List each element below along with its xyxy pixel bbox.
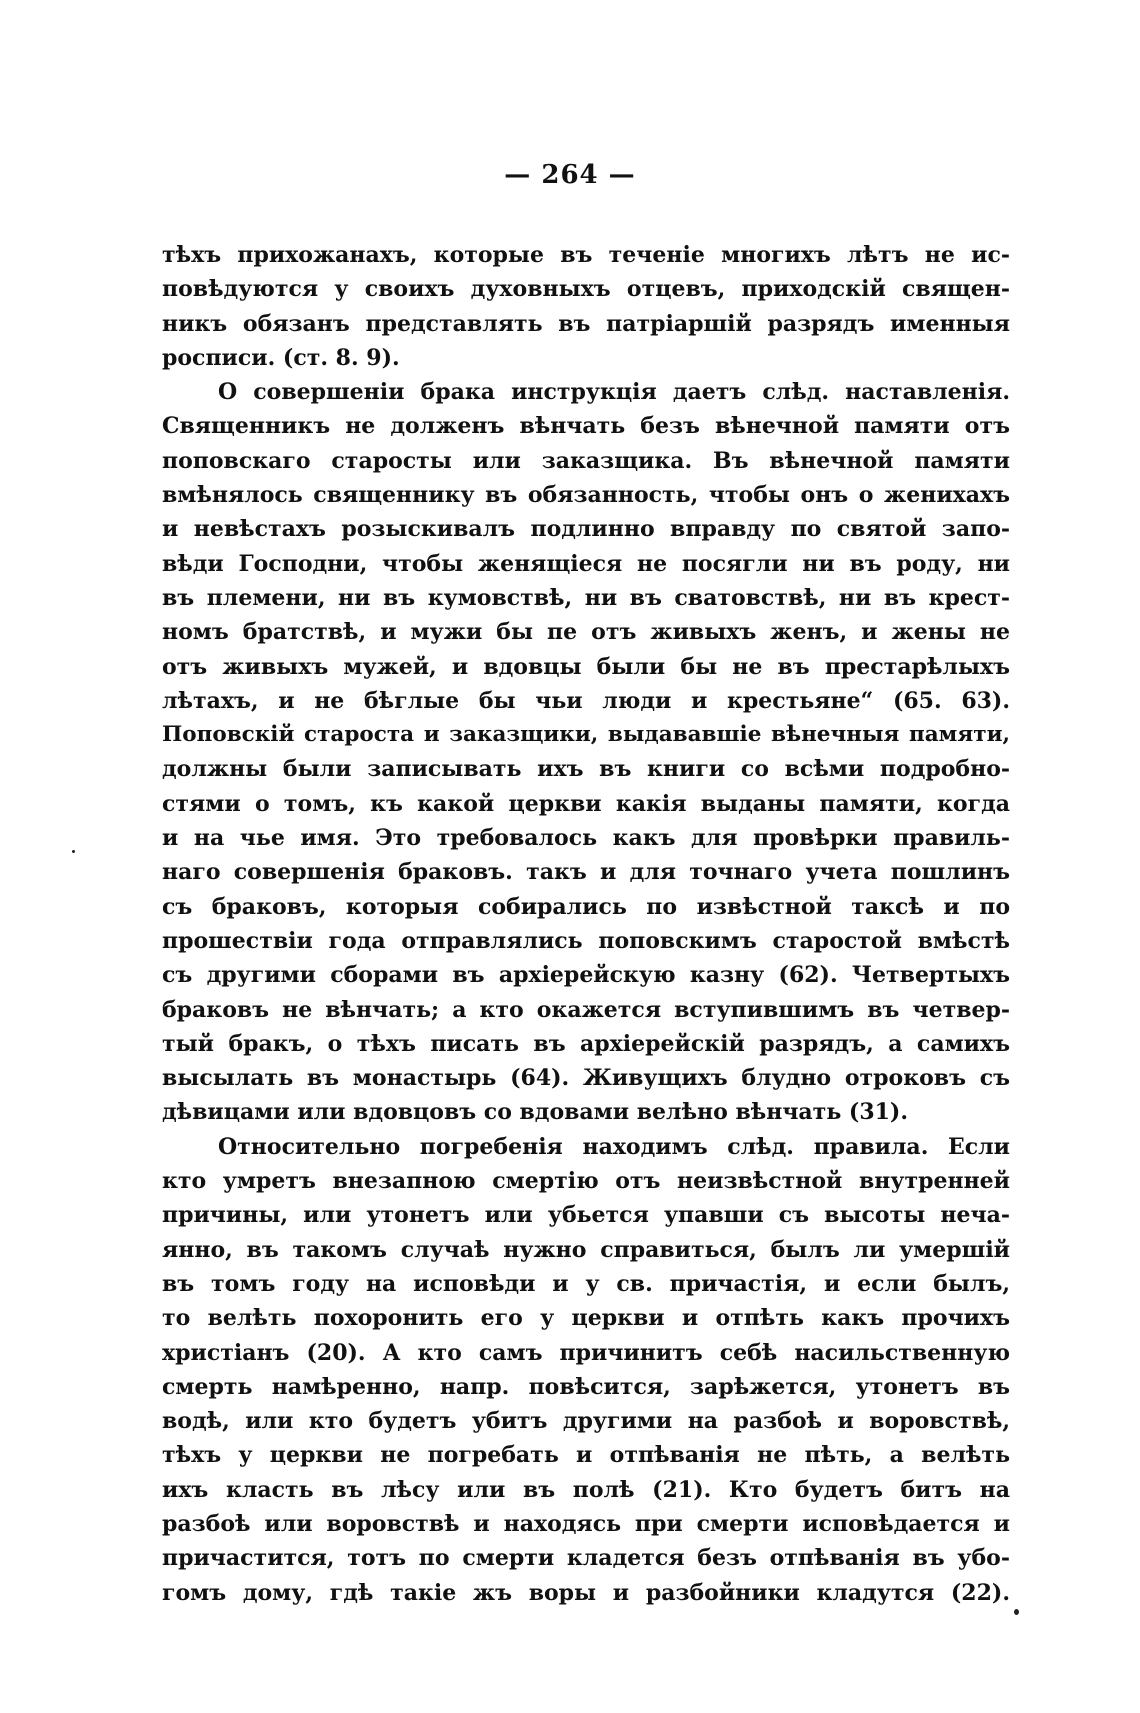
text-line: и на чье имя. Это требовалось какъ для провѣрки правиль- (162, 825, 1010, 852)
text-line: номъ братствѣ, и мужи бы пе отъ живыхъ женъ, и жены не (162, 619, 1010, 646)
body-text (162, 238, 1010, 1610)
text-line: прошествіи года отправлялись поповскимъ старостой вмѣстѣ (162, 927, 1010, 954)
text-line: христіанъ (20). А кто самъ причинитъ себѣ насильственную (162, 1339, 1010, 1366)
text-line: дѣвицами или вдовцовъ со вдовами велѣно вѣнчать (31). (162, 1099, 909, 1126)
text-line: ихъ класть въ лѣсу или въ полѣ (21). Кто будетъ битъ на (162, 1476, 1010, 1503)
text-line: тый бракъ, о тѣхъ писать въ архіерейскій разрядъ, а самихъ (162, 1030, 1010, 1057)
text-line: наго совершенія браковъ. такъ и для точнаго учета пошлинъ (162, 859, 1010, 886)
text-line: высылать въ монастырь (64). Живущихъ блудно отроковъ съ (162, 1065, 1010, 1092)
text-line: янно, въ такомъ случаѣ нужно справиться, былъ ли умершій (162, 1236, 1010, 1263)
text-line: съ другими сборами въ архіерейскую казну (62). Четвертыхъ (162, 962, 1010, 989)
text-line: разбоѣ или воровствѣ и находясь при смерти исповѣдается и (162, 1510, 1010, 1537)
ink-speck (72, 850, 75, 853)
text-line: смерть намѣренно, напр. повѣсится, зарѣжется, утонетъ въ (162, 1373, 1010, 1400)
text-line: никъ обязанъ представлять въ патріаршій разрядъ именныя (162, 310, 1010, 337)
text-line: должны были записывать ихъ въ книги со всѣми подробно- (162, 756, 1010, 783)
page-number: — 264 — (504, 160, 636, 190)
text-line: гомъ дому, гдѣ такіе жъ воры и разбойники кладутся (22). (162, 1579, 1010, 1606)
text-line: браковъ не вѣнчать; а кто окажется вступившимъ въ четвер- (162, 996, 1010, 1023)
text-line: стями о томъ, къ какой церкви какія выданы памяти, когда (162, 790, 1010, 817)
text-line: Поповскій староста и заказщики, выдававшіе вѣнечныя памяти, (162, 722, 1010, 748)
text-line: Относительно погребенія находимъ слѣд. правила. Если (218, 1133, 1010, 1160)
text-line: то велѣть похоронить его у церкви и отпѣть какъ прочихъ (162, 1305, 1010, 1332)
text-line: отъ живыхъ мужей, и вдовцы были бы не въ престарѣлыхъ (162, 653, 1010, 680)
text-line: поповскаго старосты или заказщика. Въ вѣнечной памяти (162, 447, 1010, 474)
text-line: водѣ, или кто будетъ убитъ другими на разбоѣ и воровствѣ, (162, 1408, 1010, 1435)
text-line: въ томъ году на исповѣди и у св. причастія, и если былъ, (162, 1270, 1010, 1297)
text-line: повѣдуются у своихъ духовныхъ отцевъ, приходскій священ- (162, 276, 1010, 303)
text-line: тѣхъ у церкви не погребать и отпѣванія не пѣть, а велѣть (162, 1442, 1010, 1469)
text-line: росписи. (ст. 8. 9). (162, 344, 400, 371)
text-line: О совершеніи брака инструкція даетъ слѣд. наставленія. (218, 379, 1010, 406)
text-line: съ браковъ, которыя собирались по извѣстной таксѣ и по (162, 893, 1010, 920)
text-line: кто умретъ внезапною смертію отъ неизвѣстной внутренней (162, 1168, 1010, 1195)
text-line: въ племени, ни въ кумовствѣ, ни въ сватовствѣ, ни въ крест- (162, 584, 1010, 611)
text-line: причастится, тотъ по смерти кладется безъ отпѣванія въ убо- (162, 1545, 1010, 1572)
text-line: причины, или утонетъ или убьется упавши съ высоты неча- (162, 1202, 1010, 1229)
text-line: Священникъ не долженъ вѣнчать безъ вѣнечной памяти отъ (162, 413, 1010, 440)
ink-speck (1014, 1609, 1019, 1615)
text-line: вмѣнялось священнику въ обязанность, чтобы онъ о женихахъ (162, 482, 1010, 509)
text-line: вѣди Господни, чтобы женящіеся не посягли ни въ роду, ни (162, 550, 1010, 577)
text-line: и невѣстахъ розыскивалъ подлинно вправду по святой запо- (162, 516, 1010, 543)
text-line: тѣхъ прихожанахъ, которые въ теченіе многихъ лѣтъ не ис- (162, 242, 1010, 268)
text-line: лѣтахъ, и не бѣглые бы чьи люди и крестьяне“ (65. 63). (162, 687, 1010, 714)
